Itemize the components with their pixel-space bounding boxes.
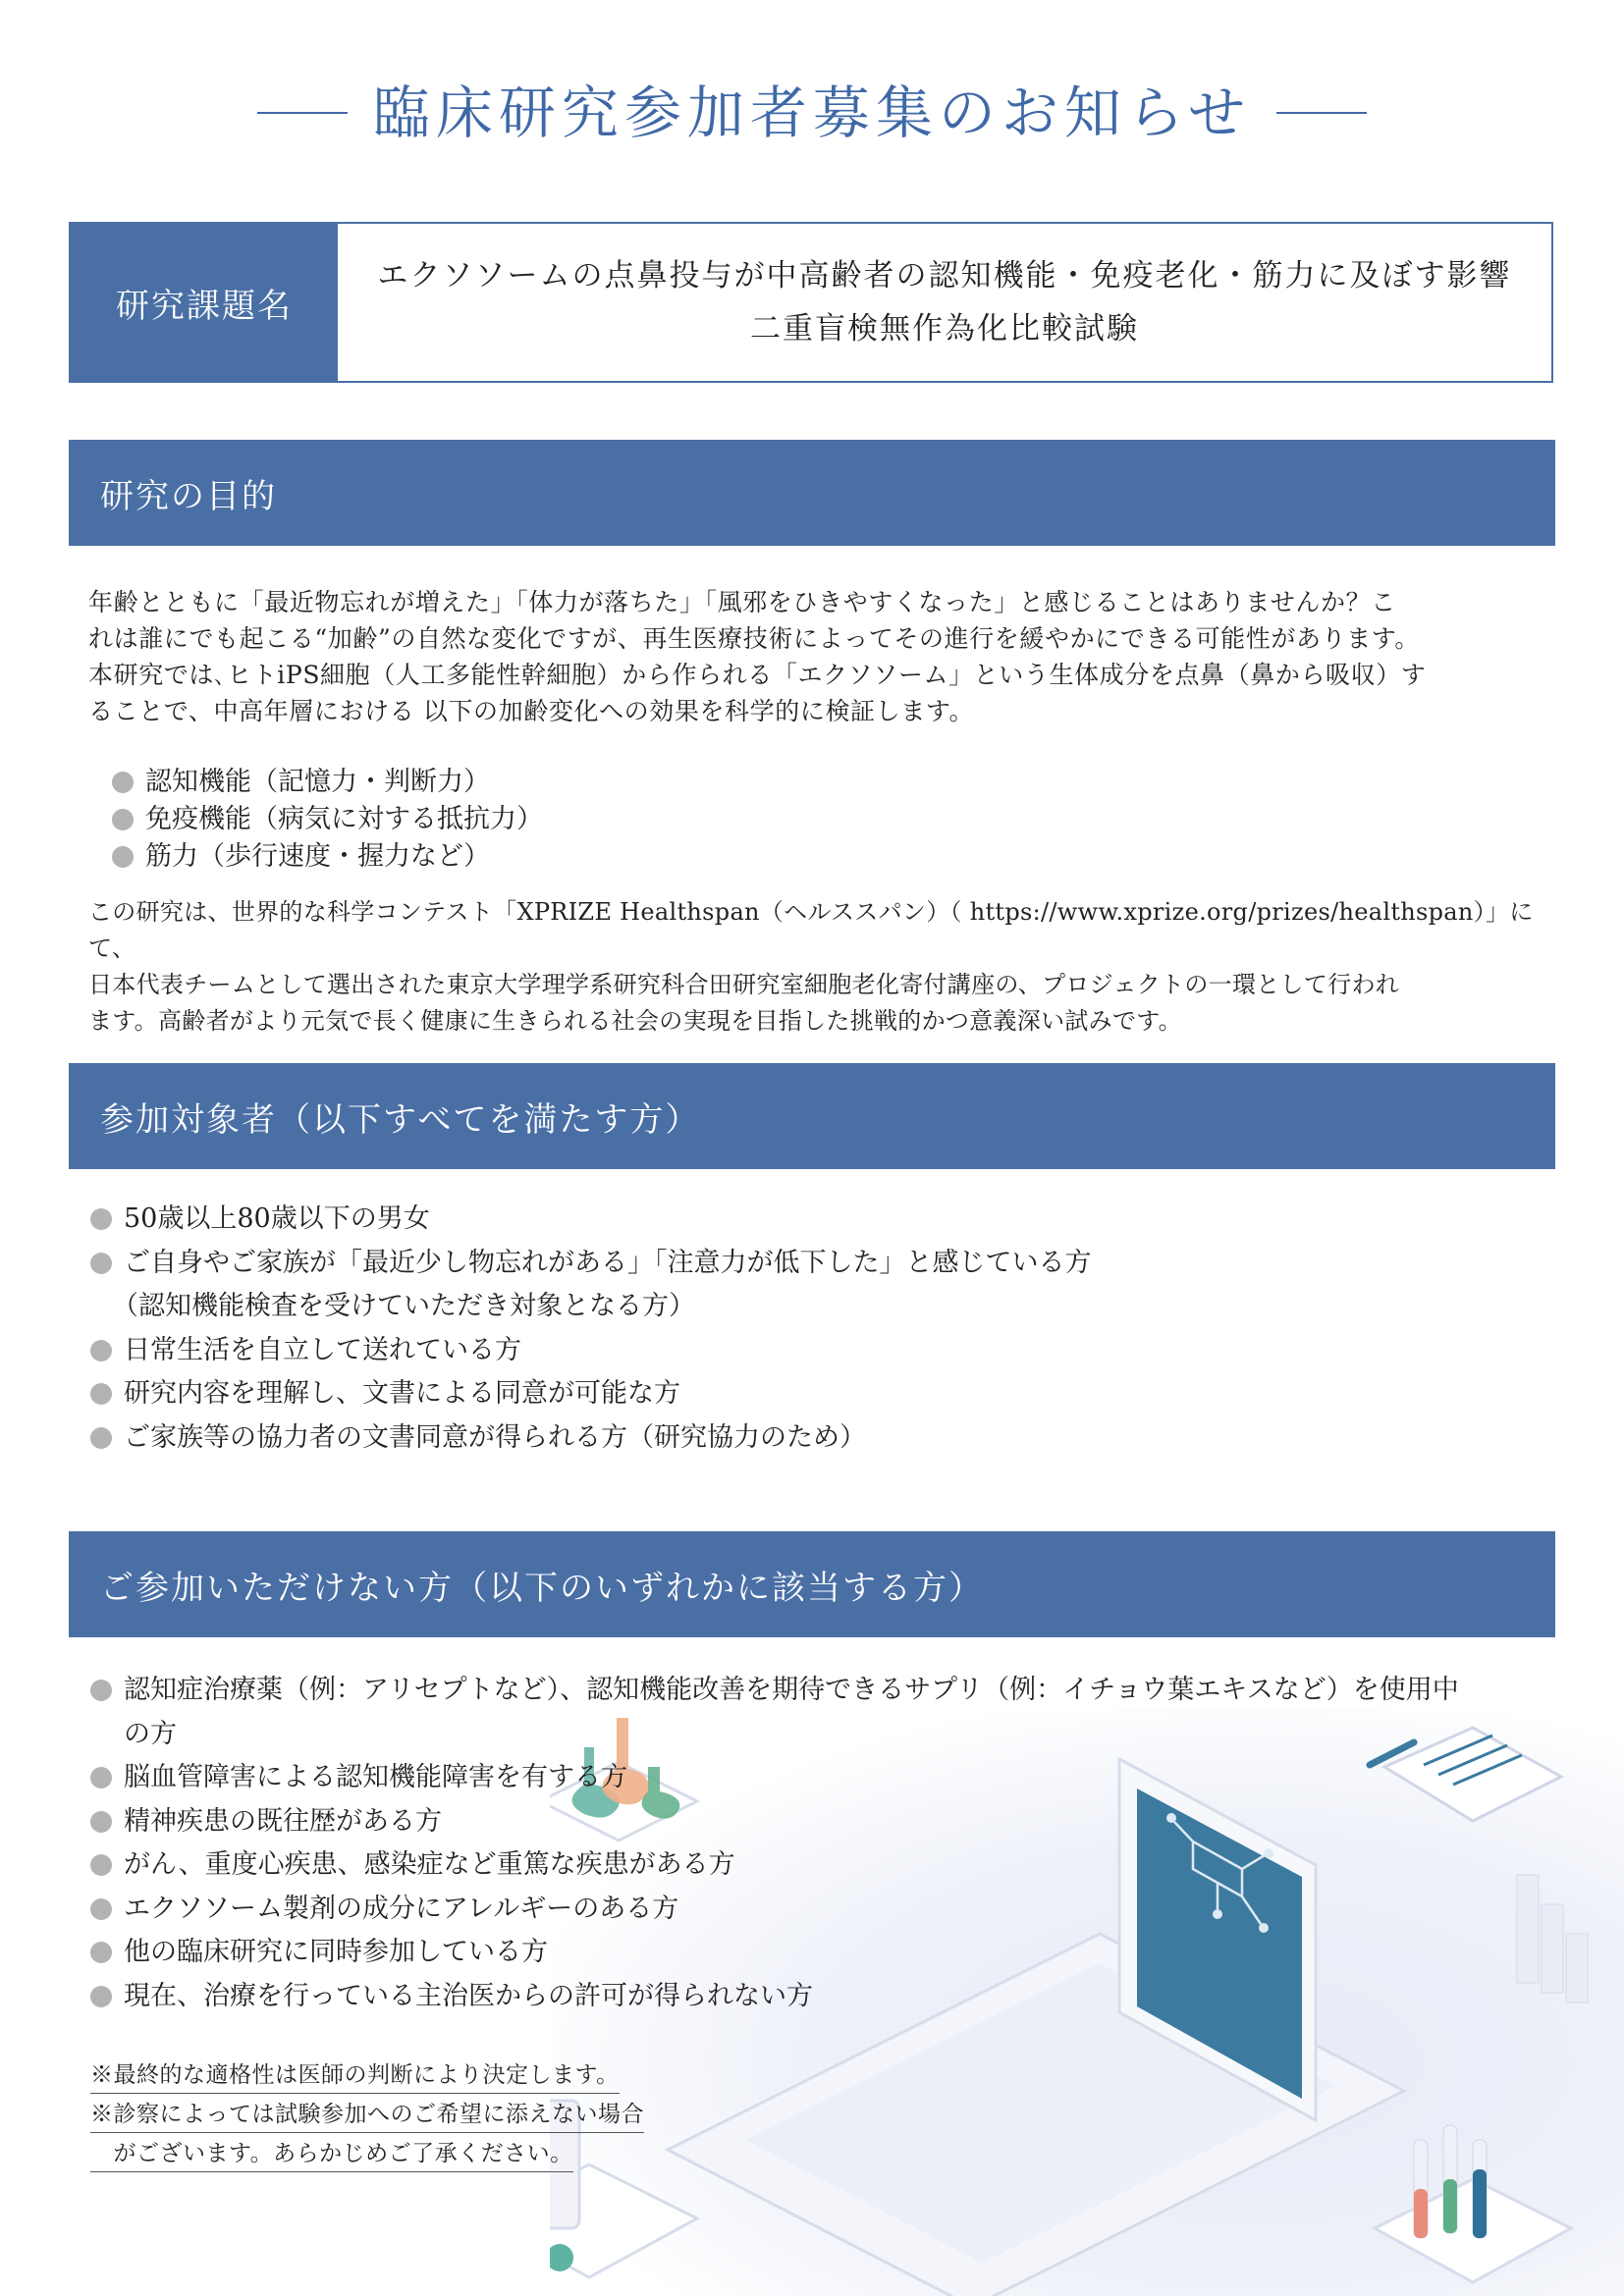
list-item-text: がん、重度心疾患、感染症など重篤な疾患がある方 [124,1849,735,1880]
subject-line-1: エクソソームの点鼻投与が中高齢者の認知機能・免疫老化・筋力に及ぼす影響 [377,258,1512,294]
list-item [90,1931,1543,1975]
bullet-icon [90,1898,112,1920]
bullet-icon [90,1427,112,1449]
list-item-text: 免疫機能（病気に対する抵抗力） [145,804,543,834]
list-item [90,1975,1543,2019]
list-item-text: 研究内容を理解し、文書による同意が可能な方 [124,1378,680,1409]
list-item-text: ご自身やご家族が「最近少し物忘れがある」「注意力が低下した」と感じている方 [124,1247,1092,1278]
list-item-text: 認知機能（記憶力・判断力） [145,767,490,797]
list-item-text: 50歳以上80歳以下の男女 [124,1203,430,1234]
bullet-icon [112,772,134,793]
purpose-paragraph-2 [88,894,1542,1040]
page-title: 臨床研究参加者募集のお知らせ [372,80,1252,146]
list-item-text: 脳血管障害による認知機能障害を有する方 [124,1762,627,1792]
bullet-icon [90,1854,112,1876]
list-item [112,838,543,876]
list-item-text: 現在、治療を行っている主治医からの許可が得られない方 [124,1980,813,2011]
purpose-para1-line: 本研究では､ヒトiPS細胞（人工多能性幹細胞）から作られる「エクソソーム」という生体成分を点鼻（鼻から吸収）す [88,661,1427,689]
purpose-para2-line: この研究は、世界的な科学コンテスト「XPRIZE Healthspan（ヘルススパン）（ https://www.xprize.org/prizes/healthspan）」にて、 [88,898,1534,962]
subject-line-2: 二重盲検無作為化比較試験 [750,311,1139,347]
test-tubes-icon [1375,2125,1571,2282]
purpose-para2-line: 日本代表チームとして選出された東京大学理学系研究科合田研究室細胞老化寄付講座の、プロジェクトの一環として行われ [88,971,1400,998]
title-rule-right [1276,112,1367,114]
title-rule-left [257,112,348,114]
note-line-3: がございます。あらかじめご了承ください。 [90,2137,573,2172]
list-item-text: ご家族等の協力者の文書同意が得られる方（研究協力のため） [124,1421,866,1453]
list-item [112,801,543,838]
note-line-1: ※最終的な適格性は医師の判断により決定します。 [90,2058,620,2094]
purpose-para1-line: ることで、中高年層における 以下の加齢変化への効果を科学的に検証します。 [88,697,975,725]
bullet-icon [90,1680,112,1701]
purpose-list [112,764,543,876]
eligible-list [90,1198,1543,1460]
purpose-para1-line: れは誰にでも起こる“加齢”の自然な変化ですが、再生医療技術によってその進行を緩やかにできる可能性があります。 [88,624,1420,653]
bullet-icon [90,1811,112,1833]
list-item [90,1372,1543,1416]
list-item-text: 日常生活を自立して送れている方 [124,1334,521,1365]
list-item-text: 他の臨床研究に同時参加している方 [124,1937,548,1967]
purpose-paragraph-1 [88,584,1542,729]
bullet-icon [90,1767,112,1789]
list-item [112,764,543,801]
purpose-para2-line: ます。高齢者がより元気で長く健康に生きられる社会の実現を目指した挑戦的かつ意義深い試みです。 [88,1007,1182,1035]
list-item [90,1242,1543,1329]
list-item [90,1329,1543,1373]
purpose-para1-line: 年齢とともに「最近物忘れが増えた」「体力が落ちた」「風邪をひきやすくなった」と感じることはありませんか？こ [88,588,1396,616]
list-item-text: 筋力（歩行速度・握力など） [145,841,490,872]
list-item-subtext: の方 [124,1718,177,1749]
bullet-icon [90,1383,112,1405]
list-item [90,1198,1543,1242]
title-area [0,79,1624,147]
list-item [90,1888,1543,1932]
bullet-icon [90,1986,112,2007]
bullet-icon [90,1253,112,1274]
excluded-list [90,1669,1543,2018]
note-line-2: ※診察によっては試験参加へのご希望に添えない場合 [90,2098,644,2133]
list-item-text: 認知症治療薬（例：アリセプトなど）、認知機能改善を期待できるサプリ（例：イチョウ葉エキスなど）を使用中 [124,1675,1459,1705]
subject-label: 研究課題名 [71,224,338,381]
list-item [90,1416,1543,1461]
excluded-heading: ご参加いただけない方（以下のいずれかに該当する方） [69,1531,1555,1637]
subject-box [69,222,1553,383]
list-item-text: エクソソーム製剤の成分にアレルギーのある方 [124,1893,679,1924]
bullet-icon [112,809,134,830]
list-item [90,1756,1543,1800]
list-item-text: 精神疾患の既往歴がある方 [124,1805,442,1837]
bullet-icon [90,1340,112,1362]
list-item [90,1843,1543,1888]
list-item [90,1800,1543,1844]
purpose-heading: 研究の目的 [69,440,1555,546]
list-item [90,1669,1543,1756]
bullet-icon [112,846,134,868]
bullet-icon [90,1942,112,1963]
list-item-subtext: （認知機能検査を受けていただき対象となる方） [112,1291,695,1321]
eligible-heading: 参加対象者（以下すべてを満たす方） [69,1063,1555,1169]
subject-text [338,224,1551,381]
bullet-icon [90,1208,112,1230]
